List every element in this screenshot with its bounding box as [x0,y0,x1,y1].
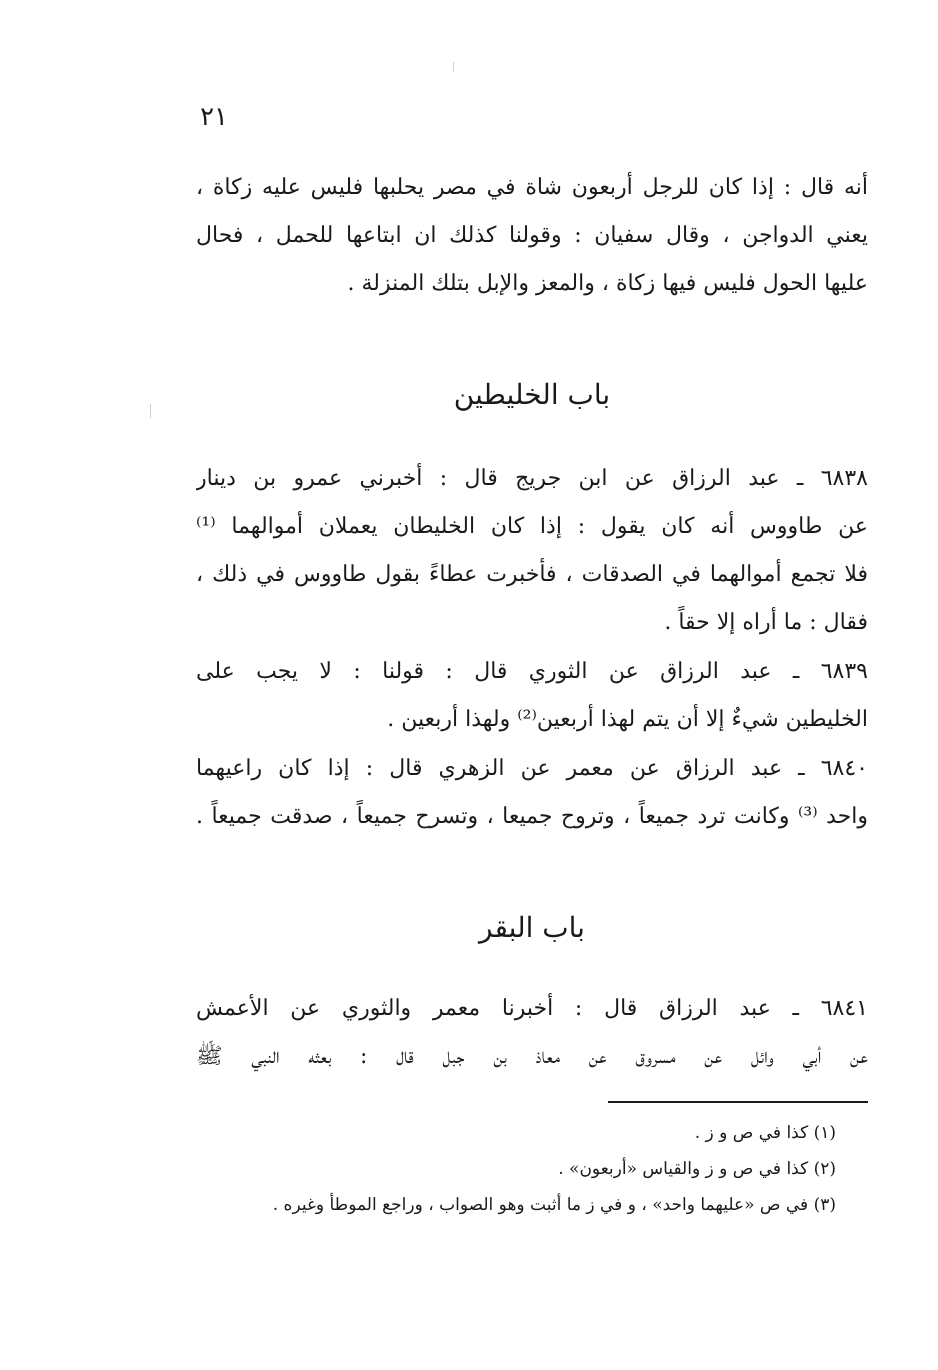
text-line: عن طاووس أنه كان يقول : إذا كان الخليطان يعملان أموالهما ⁽¹⁾ [196,514,868,539]
text-line: الخليطين شيءٌ إلا أن يتم لهذا أربعين⁽²⁾ ولهذا أربعين . [387,707,868,732]
page-number: ٢١ [200,102,228,132]
text-line: ٦٨٣٨ ـ عبد الرزاق عن ابن جريج قال : أخبرني عمرو بن دينار [196,466,868,491]
footnote-3: (٣) في ص «عليهما واحد» ، و في ز ما أثبت وهو الصواب ، وراجع الموطأ وغيره . [272,1195,836,1215]
section-heading-baqar: باب البقر [479,911,585,944]
text-line: ٦٨٣٩ ـ عبد الرزاق عن الثوري قال : قولنا : لا يجب على [196,659,868,684]
paragraph-6841 [196,985,868,1081]
text-line: فلا تجمع أموالهما في الصدقات ، فأخبرت عطاءً بقول طاووس في ذلك ، [196,562,868,587]
intro-paragraph [196,164,868,308]
text-line: يعني الدواجن ، وقال سفيان : وقولنا كذلك ان ابتاعها للحمل ، فحال [196,223,868,248]
text-line: عليها الحول فليس فيها زكاة ، والمعز والإبل بتلك المنزلة . [347,271,868,296]
text-line: أنه قال : إذا كان للرجل أربعون شاة في مصر يحلبها فليس عليه زكاة ، [196,175,868,200]
footnote-2: (٢) كذا في ص و ز والقياس «أربعون» . [558,1159,836,1179]
text-line: عن أبي وائل عن مسروق عن معاذ بن جبل قال : بعثه النبي ﷺ [196,1044,868,1069]
text-line: ٦٨٤١ ـ عبد الرزاق قال : أخبرنا معمر والثوري عن الأعمش [196,996,868,1021]
footnote-1: (١) كذا في ص و ز . [694,1123,836,1143]
text-line: فقال : ما أراه إلا حقاً . [664,610,868,635]
scan-mark [150,404,151,418]
footnote-divider [608,1101,868,1103]
paragraph-6840 [196,745,868,841]
scan-mark [453,62,454,72]
footnotes [196,1115,836,1223]
text-line: واحد ⁽³⁾ وكانت ترد جميعاً ، وتروح جميعا ، وتسرح جميعاً ، صدقت جميعاً . [196,804,868,829]
section-heading-khalitayn: باب الخليطين [453,378,611,411]
paragraph-6838 [196,455,868,647]
text-line: ٦٨٤٠ ـ عبد الرزاق عن معمر عن الزهري قال : إذا كان راعيهما [196,756,868,781]
paragraph-6839 [196,648,868,744]
